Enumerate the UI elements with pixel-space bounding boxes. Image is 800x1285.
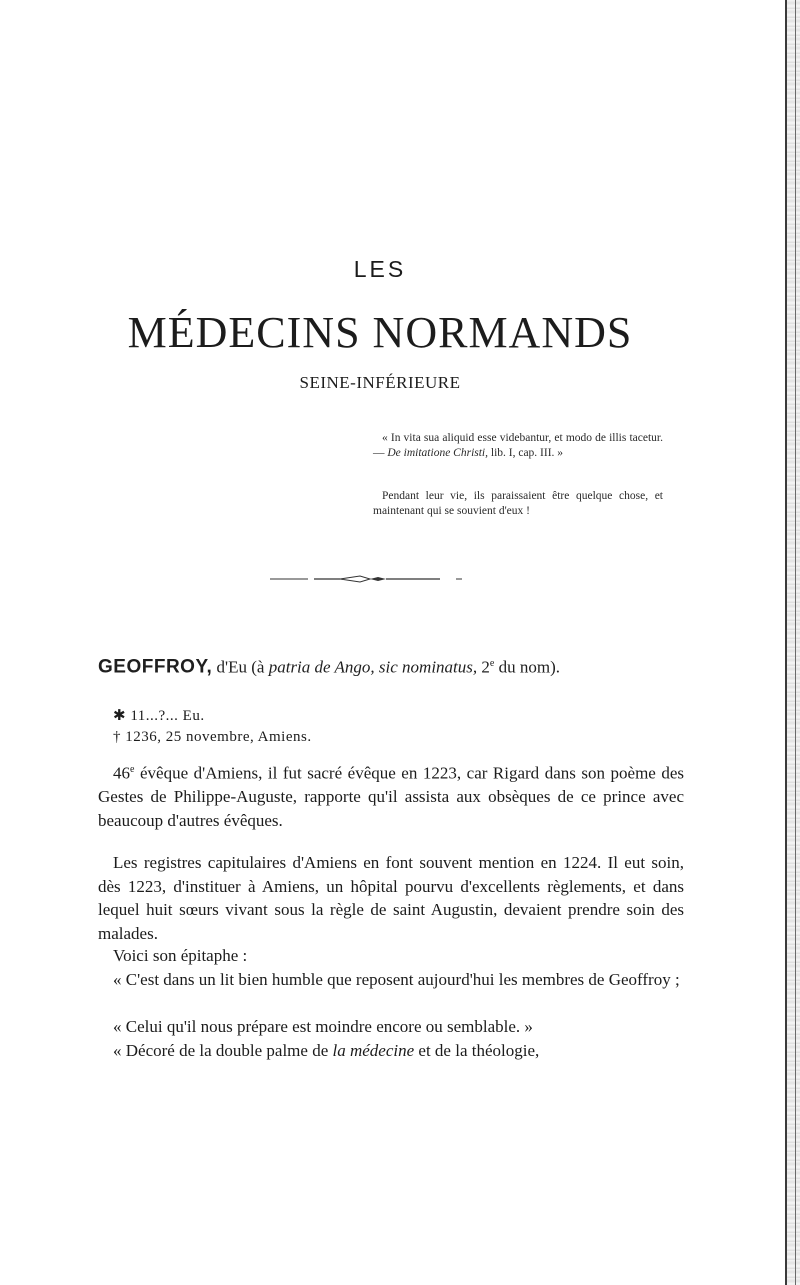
binding-edge-line [785, 0, 787, 1285]
entry-ordinal-rest: du nom). [498, 657, 560, 677]
bishop-number-suffix: e [130, 764, 135, 775]
entry-latin-phrase: patria de Ango, sic nominatus, [268, 657, 478, 677]
binding-edge-line-secondary [795, 0, 796, 1285]
death-line: † 1236, 25 novembre, Amiens. [113, 729, 312, 745]
entry-latin-open: (à [251, 657, 265, 677]
epigraph-latin-ref: lib. I, cap. III. » [490, 447, 564, 459]
entry-heading [98, 652, 684, 680]
epitaph-line-3-end: et de la théologie, [418, 1041, 540, 1060]
entry-ordinal-suffix: e [489, 658, 495, 669]
paragraph-epitaph-line-1: « C'est dans un lit bien humble que reposent aujourd'hui les membres de Geoffroy ; [113, 970, 680, 989]
epigraph-latin [373, 431, 663, 461]
entry-ordinal: 2 [481, 657, 490, 677]
paragraph-epitaph-line-2: « Celui qu'il nous prépare est moindre encore ou semblable. » [113, 1017, 533, 1036]
entry-place: d'Eu [216, 657, 247, 677]
rule-with-diamond-ornament-icon [270, 572, 500, 586]
paragraph-bishop [98, 758, 684, 832]
entry-name: GEOFFROY, [98, 656, 213, 678]
paragraph-bishop-text: évêque d'Amiens, il fut sacré évêque en 1223, car Rigard dans son poème des Gestes de Philippe-Auguste, rapporte qu'il assista aux obsèques de ce prince avec beaucoup d'autres évêques. [98, 763, 685, 830]
page-subtitle: SEINE-INFÉRIEURE [299, 373, 461, 392]
epigraph-french: Pendant leur vie, ils paraissaient être quelque chose, et maintenant qui se souvient d'eux ! [373, 490, 663, 517]
page-title: MÉDECINS NORMANDS [127, 308, 633, 357]
birth-line: ✱ 11...?... Eu. [113, 708, 205, 724]
epigraph-latin-quote: « In vita sua aliquid esse videbantur, et modo de illis tacetur. — [373, 432, 663, 459]
epigraph-latin-source: De imitatione Christi, [387, 447, 488, 459]
title-kicker: LES [353, 256, 407, 282]
bishop-number: 46 [113, 763, 130, 783]
epitaph-line-3-start: « Décoré de la double palme de [113, 1041, 329, 1060]
paragraph-epitaph-line-3 [98, 1039, 684, 1063]
paragraph-registers: Les registres capitulaires d'Amiens en font souvent mention en 1224. Il eut soin, dès 1223, d'instituer à Amiens, un hôpital pourvu d'excellents règlements, et dans lequel huit sœurs vivant sous la règle de saint Augustin, devaient prendre soin des malades. [98, 853, 684, 943]
scanned-binding-edge [786, 0, 800, 1285]
epitaph-line-3-italic: la médecine [332, 1041, 415, 1060]
paragraph-epitaph-intro: Voici son épitaphe : [113, 946, 248, 965]
